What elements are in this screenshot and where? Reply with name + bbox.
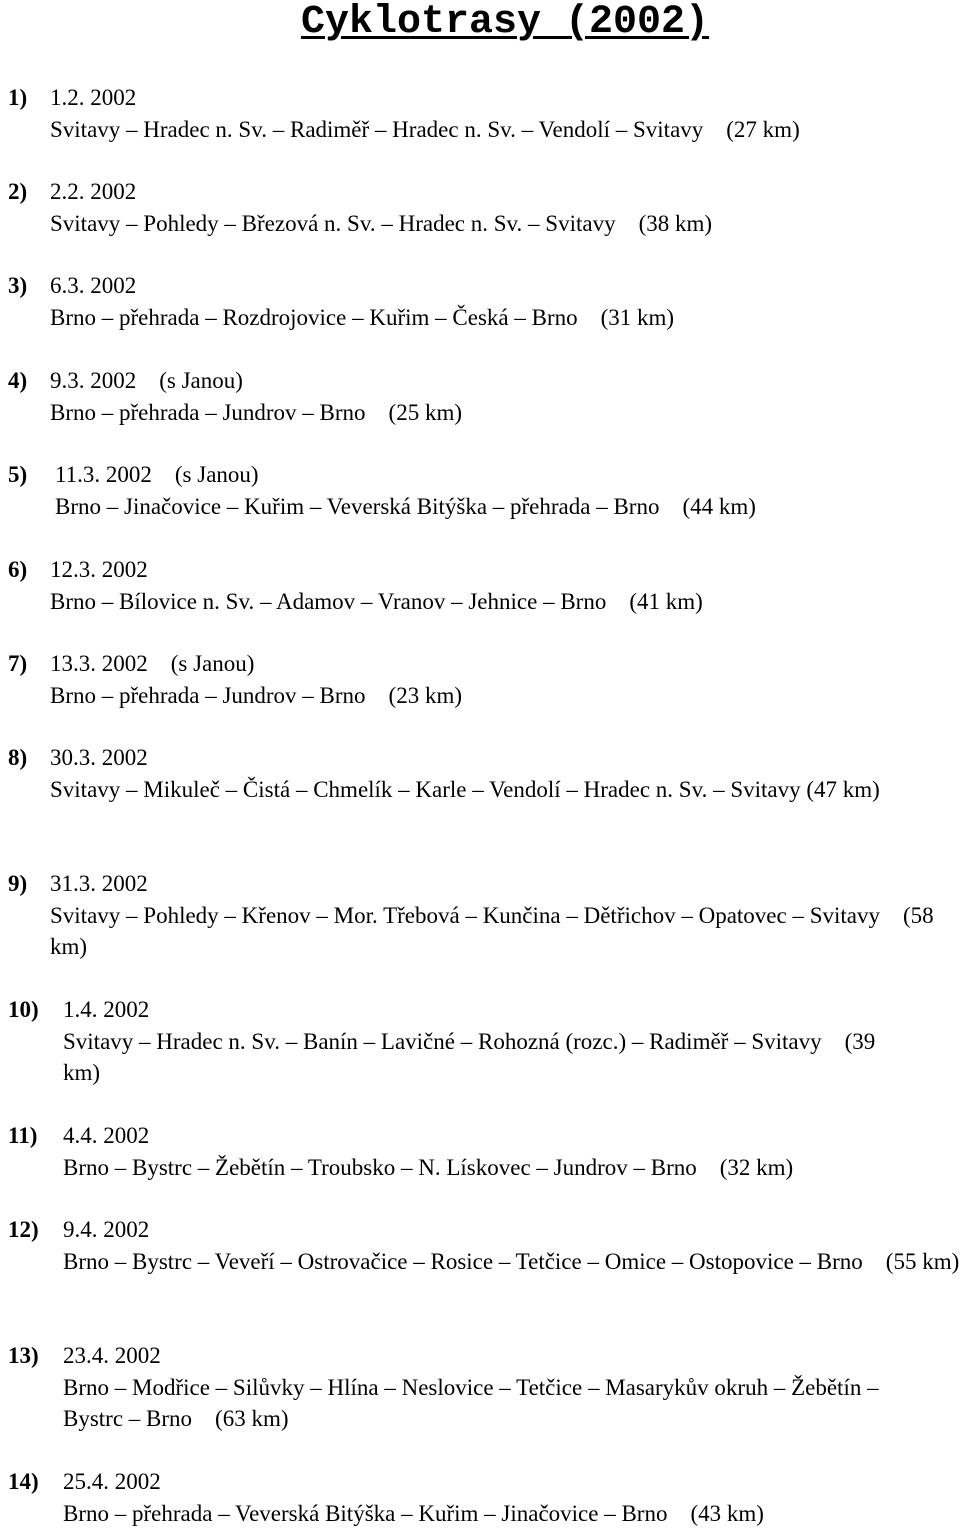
route-entry-12	[8, 1214, 958, 1277]
entry-number: 2)	[8, 179, 28, 204]
entry-route: Svitavy – Pohledy – Křenov – Mor. Třebová – Kunčina – Dětřichov – Opatovec – Svitavy (58 km)	[50, 902, 940, 959]
entry-date: 2.2. 2002	[50, 179, 137, 204]
route-entry-8	[8, 742, 958, 805]
entry-number: 7)	[8, 651, 28, 676]
route-entry-14	[8, 1466, 958, 1529]
entry-number: 8)	[8, 745, 28, 770]
route-entry-2	[8, 176, 948, 239]
entry-route: Svitavy – Hradec n. Sv. – Banín – Lavičné – Rohozná (rozc.) – Radiměř – Svitavy (39 km)	[63, 1028, 882, 1085]
route-entry-11	[8, 1120, 958, 1183]
entry-number: 9)	[8, 871, 28, 896]
route-entry-1	[8, 82, 960, 145]
entry-number: 13)	[8, 1343, 39, 1368]
route-entry-3	[8, 270, 948, 333]
entry-route: Svitavy – Mikuleč – Čistá – Chmelík – Karle – Vendolí – Hradec n. Sv. – Svitavy (47 km)	[50, 776, 880, 802]
entry-number: 4)	[8, 368, 28, 393]
entry-route: Brno – přehrada – Jundrov – Brno (23 km)	[50, 682, 463, 708]
entry-number: 14)	[8, 1469, 39, 1494]
entry-number: 12)	[8, 1217, 39, 1242]
route-entry-13	[8, 1340, 958, 1435]
entry-number: 11)	[8, 1123, 38, 1148]
entry-route: Brno – Jinačovice – Kuřim – Veverská Bitýška – přehrada – Brno (44 km)	[55, 493, 756, 519]
route-entry-6	[8, 554, 948, 617]
entry-date: 13.3. 2002 (s Janou)	[50, 651, 255, 676]
entry-route: Svitavy – Pohledy – Březová n. Sv. – Hradec n. Sv. – Svitavy (38 km)	[50, 210, 713, 236]
entry-number: 1)	[8, 85, 28, 110]
route-entry-10	[8, 994, 958, 1089]
entry-date: 9.4. 2002	[63, 1217, 150, 1242]
entry-number: 3)	[8, 273, 28, 298]
route-entry-5	[8, 459, 948, 522]
route-entry-7	[8, 648, 948, 711]
entry-number: 10)	[8, 997, 39, 1022]
entry-number: 6)	[8, 557, 28, 582]
entry-route: Brno – Bystrc – Veveří – Ostrovačice – Rosice – Tetčice – Omice – Ostopovice – Brno (55 km)	[63, 1248, 960, 1274]
entry-route: Brno – přehrada – Jundrov – Brno (25 km)	[50, 399, 463, 425]
entry-route: Brno – přehrada – Veverská Bitýška – Kuřim – Jinačovice – Brno (43 km)	[63, 1500, 764, 1526]
entry-date: 4.4. 2002	[63, 1123, 150, 1148]
entry-date: 11.3. 2002 (s Janou)	[55, 462, 259, 487]
entry-route: Brno – Bílovice n. Sv. – Adamov – Vranov – Jehnice – Brno (41 km)	[50, 588, 703, 614]
entry-route: Brno – Modřice – Silůvky – Hlína – Neslovice – Tetčice – Masarykův okruh – Žebětín – Bystrc – Brno (63 km)	[63, 1374, 885, 1431]
entry-route: Brno – přehrada – Rozdrojovice – Kuřim – Česká – Brno (31 km)	[50, 304, 675, 330]
entry-date: 6.3. 2002	[50, 273, 137, 298]
entry-date: 12.3. 2002	[50, 557, 148, 582]
entry-number: 5)	[8, 462, 28, 487]
entry-date: 9.3. 2002 (s Janou)	[50, 368, 243, 393]
route-entry-9	[8, 868, 958, 963]
entry-date: 1.4. 2002	[63, 997, 150, 1022]
entry-route: Brno – Bystrc – Žebětín – Troubsko – N. Lískovec – Jundrov – Brno (32 km)	[63, 1154, 794, 1180]
entry-date: 25.4. 2002	[63, 1469, 161, 1494]
entry-route: Svitavy – Hradec n. Sv. – Radiměř – Hradec n. Sv. – Vendolí – Svitavy (27 km)	[50, 116, 800, 142]
route-entry-4	[8, 365, 948, 428]
document-title: Cyklotrasy (2002)	[300, 0, 710, 45]
entry-date: 30.3. 2002	[50, 745, 148, 770]
entry-date: 23.4. 2002	[63, 1343, 161, 1368]
entry-date: 31.3. 2002	[50, 871, 148, 896]
entry-date: 1.2. 2002	[50, 85, 137, 110]
